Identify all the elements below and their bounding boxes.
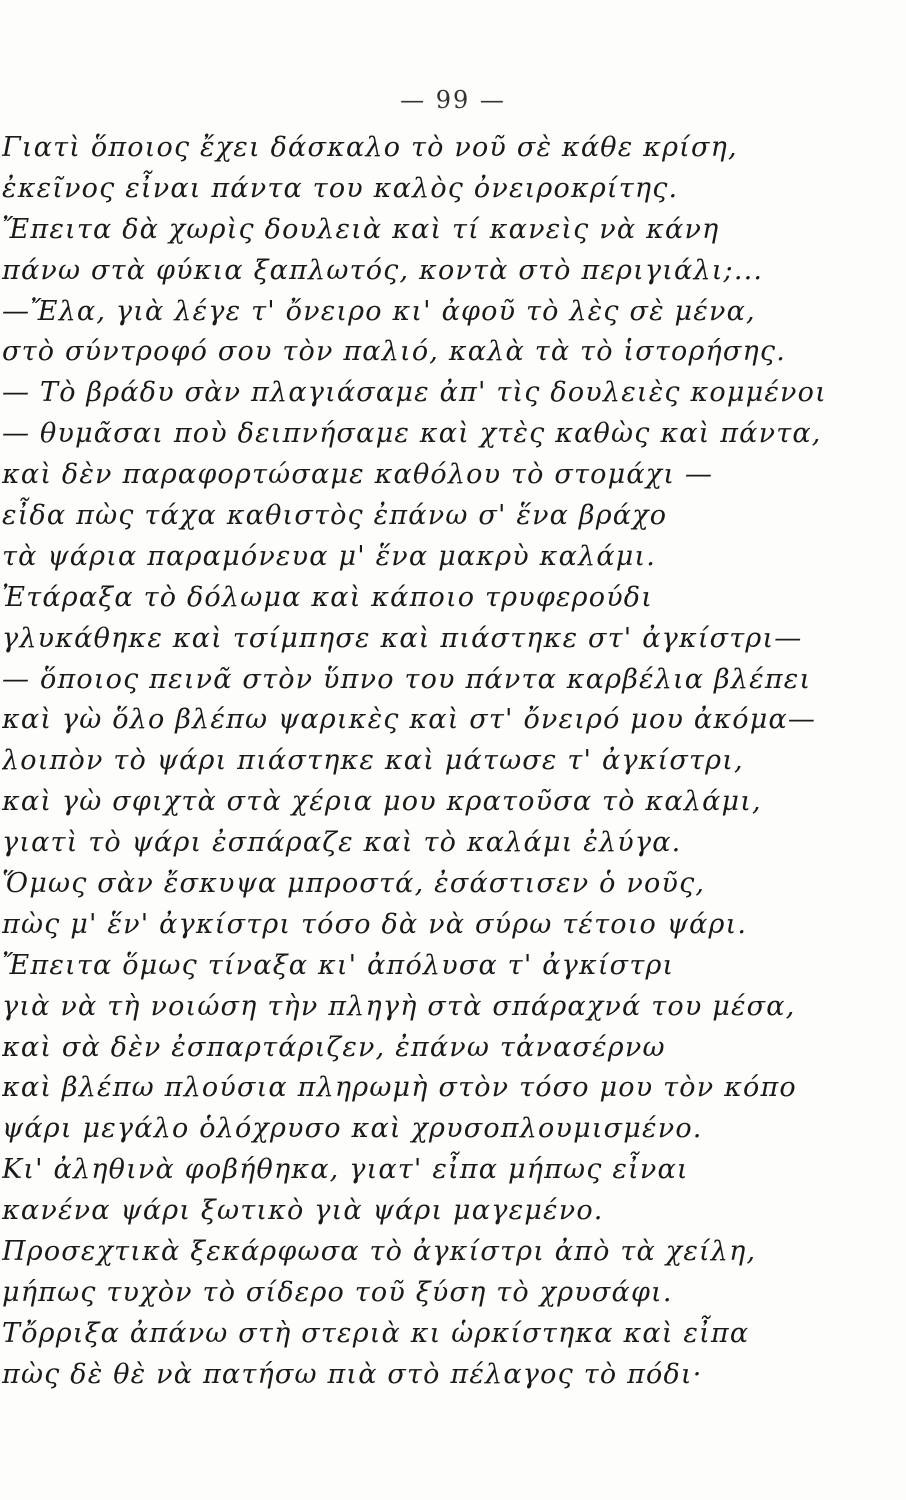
text-line: ἐκεῖνος εἶναι πάντα του καλὸς ὀνειροκρίτης. (2, 172, 679, 204)
text-line: γιὰ νὰ τὴ νοιώση τὴν πληγὴ στὰ σπάραχνά του μέσα, (2, 990, 796, 1022)
text-line: — θυμᾶσαι ποὺ δειπνήσαμε καὶ χτὲς καθὼς καὶ πάντα, (2, 418, 822, 450)
text-line: καὶ γὼ σφιχτὰ στὰ χέρια μου κρατοῦσα τὸ καλάμι, (2, 786, 762, 818)
text-line: — Τὸ βράδυ σὰν πλαγιάσαμε ἀπ' τὶς δουλειὲς κομμένοι (2, 377, 827, 409)
text-line: καὶ γὼ ὅλο βλέπω ψαρικὲς καὶ στ' ὄνειρό μου ἀκόμα— (2, 704, 817, 736)
text-line: γλυκάθηκε καὶ τσίμπησε καὶ πιάστηκε στ' ἀγκίστρι— (2, 622, 803, 654)
text-line: Ἐτάραξα τὸ δόλωμα καὶ κάποιο τρυφερούδι (2, 581, 654, 613)
text-line: — ὅποιος πεινᾶ στὸν ὕπνο του πάντα καρβέλια βλέπει (2, 663, 812, 695)
text-line: πὼς δὲ θὲ νὰ πατήσω πιὰ στὸ πέλαγος τὸ πόδι· (2, 1358, 703, 1390)
text-line: εἶδα πὼς τάχα καθιστὸς ἐπάνω σ' ἕνα βράχο (2, 500, 668, 532)
text-line: —Ἔλα, γιὰ λέγε τ' ὄνειρο κι' ἀφοῦ τὸ λὲς σὲ μένα, (2, 295, 756, 327)
text-line: καὶ βλέπω πλούσια πληρωμὴ στὸν τόσο μου τὸν κόπο (2, 1072, 797, 1104)
text-line: μήπως τυχὸν τὸ σίδερο τοῦ ξύση τὸ χρυσάφι. (2, 1276, 673, 1308)
text-line: γιατὶ τὸ ψάρι ἐσπάραζε καὶ τὸ καλάμι ἐλύγα. (2, 827, 682, 859)
page-number: — 99 — (400, 86, 506, 114)
text-line: λοιπὸν τὸ ψάρι πιάστηκε καὶ μάτωσε τ' ἀγκίστρι, (2, 745, 744, 777)
text-line: Ἔπειτα ὅμως τίναξα κι' ἀπόλυσα τ' ἀγκίστρι (2, 949, 675, 981)
text-line: πὼς μ' ἕν' ἀγκίστρι τόσο δὰ νὰ σύρω τέτοιο ψάρι. (2, 908, 748, 940)
text-line: κανένα ψάρι ξωτικὸ γιὰ ψάρι μαγεμένο. (2, 1195, 604, 1227)
text-line: καὶ δὲν παραφορτώσαμε καθόλου τὸ στομάχι — (2, 459, 714, 491)
text-line: τὰ ψάρια παραμόνευα μ' ἕνα μακρὺ καλάμι. (2, 540, 657, 572)
text-line: καὶ σὰ δὲν ἐσπαρτάριζεν, ἐπάνω τἀνασέρνω (2, 1031, 666, 1063)
poem-text (2, 128, 882, 1396)
text-line: πάνω στὰ φύκια ξαπλωτός, κοντὰ στὸ περιγιάλι;... (2, 254, 764, 286)
text-line: Προσεχτικὰ ξεκάρφωσα τὸ ἀγκίστρι ἀπὸ τὰ χείλη, (2, 1236, 757, 1268)
text-line: Ὅμως σὰν ἔσκυψα μπροστά, ἐσάστισεν ὁ νοῦς, (2, 868, 706, 900)
text-line: Ἔπειτα δὰ χωρὶς δουλειὰ καὶ τί κανεὶς νὰ κάνη (2, 213, 720, 245)
text-line: στὸ σύντροφό σου τὸν παλιό, καλὰ τὰ τὸ ἱστορήσης. (2, 336, 787, 368)
text-line: Γιατὶ ὅποιος ἔχει δάσκαλο τὸ νοῦ σὲ κάθε κρίση, (2, 132, 738, 163)
text-line: ψάρι μεγάλο ὁλόχρυσο καὶ χρυσοπλουμισμένο. (2, 1113, 703, 1145)
text-line: Κι' ἀληθινὰ φοβήθηκα, γιατ' εἶπα μήπως εἶναι (2, 1154, 689, 1186)
text-line: Τὄρριξα ἀπάνω στὴ στεριὰ κι ὡρκίστηκα καὶ εἶπα (2, 1317, 750, 1349)
